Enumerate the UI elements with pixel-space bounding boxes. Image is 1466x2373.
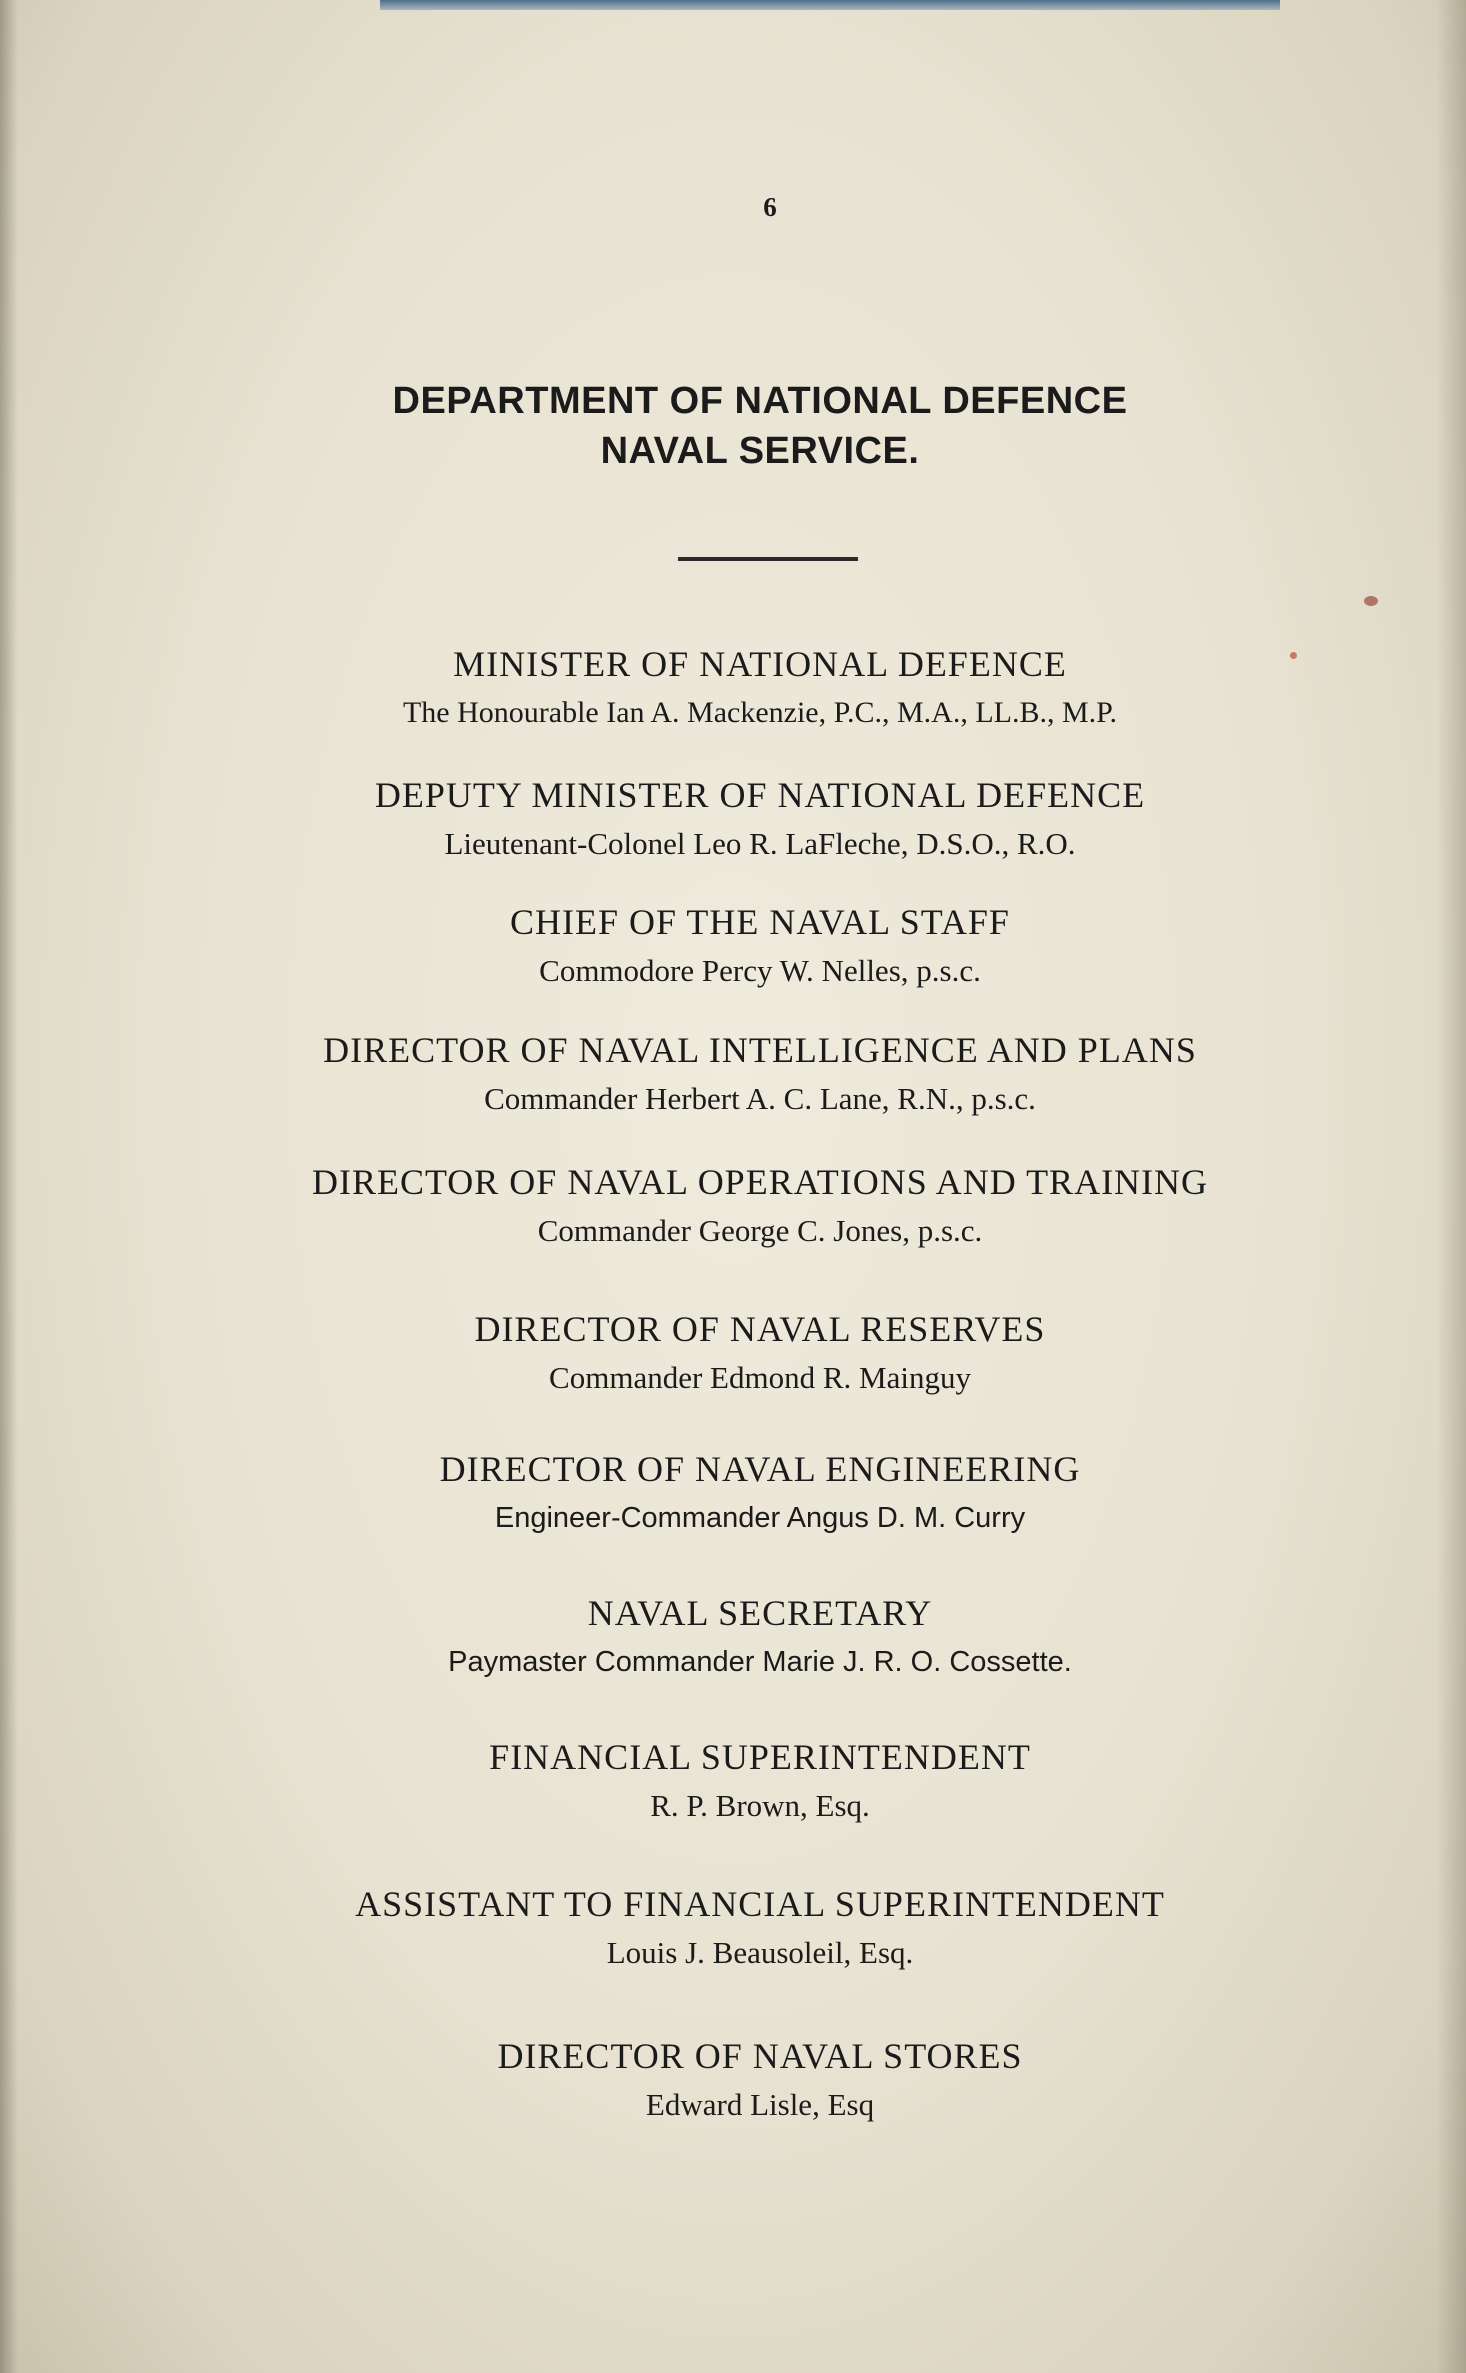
entry-director-intelligence (200, 1028, 1320, 1120)
entry-assistant-financial-superintendent (200, 1882, 1320, 1974)
office-title: FINANCIAL SUPERINTENDENT (489, 1737, 1031, 1777)
entry-director-engineering (200, 1447, 1320, 1539)
office-holder: Engineer-Commander Angus D. M. Curry (494, 1502, 1026, 1534)
office-holder: Commander Herbert A. C. Lane, R.N., p.s.c. (484, 1081, 1036, 1116)
binding-strip (380, 0, 1280, 10)
entry-chief-naval-staff (200, 900, 1320, 992)
department-header (230, 376, 1290, 476)
office-title: DIRECTOR OF NAVAL RESERVES (474, 1309, 1046, 1349)
office-holder: Paymaster Commander Marie J. R. O. Cossette. (448, 1646, 1072, 1678)
office-title: NAVAL SECRETARY (587, 1593, 933, 1633)
office-title: CHIEF OF THE NAVAL STAFF (510, 902, 1010, 942)
office-holder: R. P. Brown, Esq. (650, 1788, 870, 1823)
office-holder: Louis J. Beausoleil, Esq. (606, 1935, 914, 1970)
header-line-1: DEPARTMENT OF NATIONAL DEFENCE (392, 380, 1128, 422)
office-holder: Commodore Percy W. Nelles, p.s.c. (539, 953, 981, 988)
office-holder: Commander Edmond R. Mainguy (549, 1360, 971, 1395)
office-title: DIRECTOR OF NAVAL INTELLIGENCE AND PLANS (323, 1030, 1197, 1070)
page-edge-shadow-right (1436, 0, 1466, 2373)
entry-deputy-minister (200, 773, 1320, 865)
office-title: DEPUTY MINISTER OF NATIONAL DEFENCE (374, 775, 1146, 815)
entry-naval-secretary (200, 1591, 1320, 1683)
office-title: DIRECTOR OF NAVAL STORES (497, 2036, 1023, 2076)
entry-financial-superintendent (200, 1735, 1320, 1827)
office-holder: Edward Lisle, Esq (645, 2087, 875, 2122)
page-edge-shadow-left (0, 0, 18, 2373)
office-title: DIRECTOR OF NAVAL OPERATIONS AND TRAINING (311, 1162, 1209, 1202)
office-title: DIRECTOR OF NAVAL ENGINEERING (439, 1449, 1081, 1489)
office-holder: Commander George C. Jones, p.s.c. (537, 1213, 983, 1248)
divider-rule (678, 557, 858, 561)
office-holder: Lieutenant-Colonel Leo R. LaFleche, D.S.O., R.O. (444, 826, 1076, 861)
entry-director-operations (200, 1160, 1320, 1252)
page-number: 6 (763, 192, 777, 222)
entry-minister (200, 642, 1320, 734)
entry-director-reserves (200, 1307, 1320, 1399)
office-holder: The Honourable Ian A. Mackenzie, P.C., M.A., LL.B., M.P. (402, 696, 1118, 729)
office-title: ASSISTANT TO FINANCIAL SUPERINTENDENT (355, 1884, 1165, 1924)
office-title: MINISTER OF NATIONAL DEFENCE (453, 644, 1067, 684)
header-line-2: NAVAL SERVICE. (600, 430, 920, 472)
ink-spot (1364, 596, 1378, 606)
entry-director-stores (200, 2034, 1320, 2126)
